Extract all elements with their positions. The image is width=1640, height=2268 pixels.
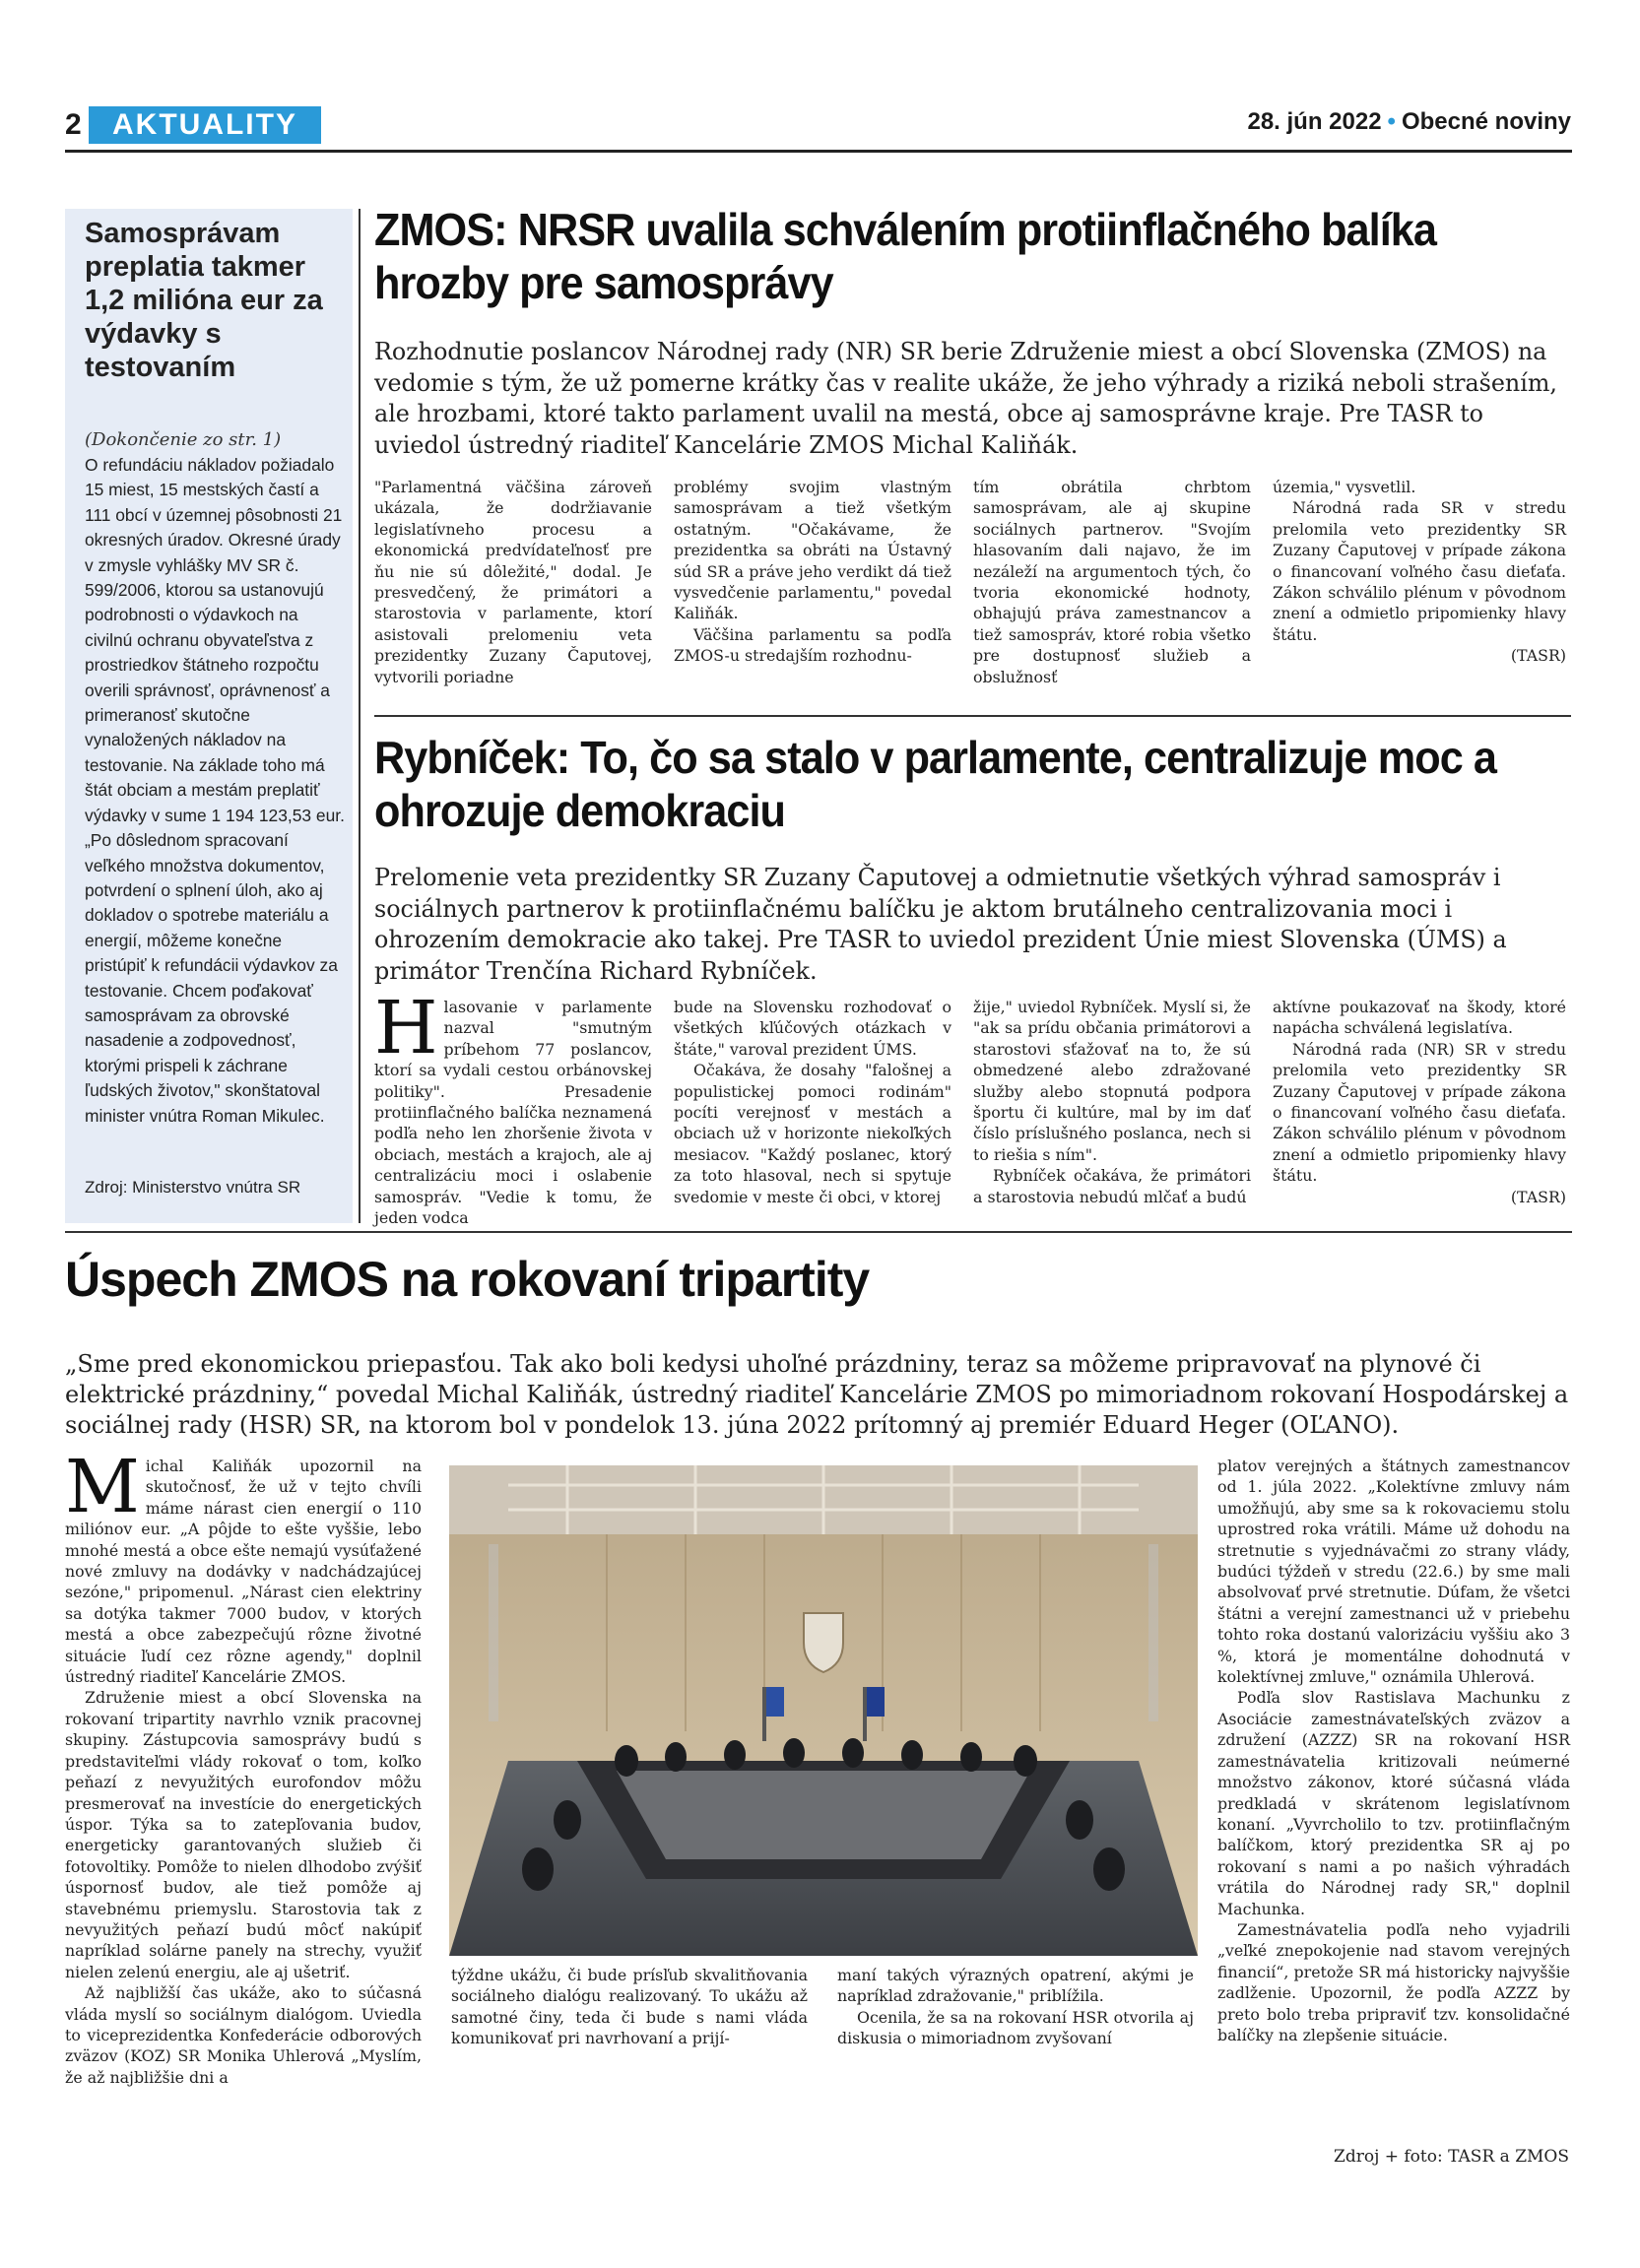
- paragraph: žije," uviedol Rybníček. Myslí si, že "ak sa prídu občania primátorovi a starostovi sťažovať na to, že sú obmedzené alebo zdražované služby alebo stopnutá podpora športu či kultúre, mal by im dať číslo príslušného poslanca, nech si to riešia s ním".: [973, 998, 1251, 1164]
- article2-column-2: [674, 997, 951, 1207]
- meeting-room-illustration: [449, 1465, 1198, 1956]
- sidebar-source: Zdroj: Ministerstvo vnútra SR: [85, 1178, 301, 1197]
- article1-lead: Rozhodnutie poslancov Národnej rady (NR) SR berie Združenie miest a obcí Slovenska (ZMOS) na vedomie s tým, že už pomerne krátky čas v realite ukáže, že jeho výhrady a riziká neboli strašením, ale hrozbami, ktoré takto parlament uvalil na mestá, obce aj samosprávne kraje. Pre TASR to uviedol ústredný riaditeľ Kancelárie ZMOS Michal Kaliňák.: [374, 338, 1557, 459]
- article2-column-4: [1273, 997, 1566, 1207]
- paragraph: maní takých výrazných opatrení, akými je napríklad zdražovanie," priblížila.: [837, 1966, 1194, 2006]
- section-tag: AKTUALITY: [89, 106, 321, 144]
- article2-headline: Rybníček: To, čo sa stalo v parlamente, centralizuje moc a ohrozuje demokraciu: [374, 732, 1497, 836]
- header-divider: [65, 150, 1572, 153]
- paragraph: týždne ukážu, či bude prísľub skvalitňovania sociálneho dialógu realizovaný. To ukážu až samotné činy, teda či bude s nami vláda komunikovať pri navrhovaní a prijí-: [451, 1966, 808, 2048]
- paragraph: platov verejných a štátnych zamestnancov od 1. júla 2022. „Kolektívne zmluvy nám umožňujú, aby sme sa k rokovaciemu stolu uprostred roka vrátili. Máme už dohodu na stretnutie s vyjednávačmi zo strany vlády, budúci týždeň v stredu (22.6.) by sme mali absolvovať prvé stretnutie. Dúfam, že všetci štátni a verejní zamestnanci už v priebehu tohto roka dostanú valorizáciu vyššiu ako 3 %, ktorá je momentálne dohodnutá v kolektívnej zmluve," oznámila Uhlerová.: [1217, 1457, 1570, 1687]
- sidebar-divider: [359, 209, 361, 1223]
- publication-name: Obecné noviny: [1401, 108, 1571, 135]
- article1-headline: ZMOS: NRSR uvalila schválením protiinflačného balíka hrozby pre samosprávy: [374, 204, 1437, 308]
- article3-column-3: [837, 1965, 1194, 2049]
- meeting-photo: [449, 1465, 1198, 1956]
- article3-lead: „Sme pred ekonomickou priepasťou. Tak ako boli kedysi uhoľné prázdniny, teraz sa môžeme pripravovať na plynové či elektrické prázdniny,“ povedal Michal Kaliňák, ústredný riaditeľ Kancelárie ZMOS po mimoriadnom rokovaní Hospodárskej a sociálnej rady (HSR) SR, na ktorom bol v pondelok 13. júna 2022 prítomný aj premiér Eduard Heger (OĽANO).: [65, 1350, 1569, 1439]
- article2-column-1: [374, 986, 652, 1228]
- separator-dot: •: [1387, 108, 1396, 135]
- article3-column-2: [451, 1965, 808, 2049]
- article1-column-4: [1273, 477, 1566, 667]
- paragraph: tím obrátila chrbtom samosprávam, ale aj skupine sociálnych partnerov. "Svojím hlasovaním dali najavo, že im nezáleží na argumentoch tých, čo tvoria ekonomické hodnoty, obhajujú práva zamestnancov a tiež samospráv, ktoré robia všetko pre dostupnosť služieb a obslužnosť: [973, 478, 1251, 686]
- article3-headline: Úspech ZMOS na rokovaní tripartity: [65, 1252, 870, 1307]
- paragraph: bude na Slovensku rozhodovať o všetkých kľúčových otázkach v štáte," varoval prezident ÚMS.: [674, 998, 951, 1059]
- page-number: 2: [65, 108, 82, 141]
- drop-cap: M: [65, 1445, 140, 1529]
- article1-column-1: [374, 477, 652, 687]
- article-divider: [374, 715, 1571, 717]
- paragraph: Národná rada (NR) SR v stredu prelomila veto prezidentky SR Zuzany Čaputovej v prípade zákona o financovaní voľného času dieťaťa. Zákon schválilo plénum v pôvodnom znení a odmietlo pripomienky hlavy štátu.: [1273, 1039, 1566, 1186]
- paragraph: územia," vysvetlil.: [1273, 478, 1416, 496]
- paragraph: Väčšina parlamentu sa podľa ZMOS-u stredajším rozhodnu-: [674, 624, 951, 666]
- article1-column-3: [973, 477, 1251, 687]
- drop-cap: H: [374, 986, 438, 1070]
- sidebar-body: O refundáciu nákladov požiadalo 15 miest, 15 mestských častí a 111 obcí v územnej pôsobnosti 21 okresných úradov. Okresné úrady v zmysle vyhlášky MV SR č. 599/2006, ktorou sa ustanovujú podrobnosti o výdavkoch na civilnú ochranu obyvateľstva z prostriedkov štátneho rozpočtu overili správnosť, oprávnenosť a primeranosť skutočne vynaložených nákladov na testovanie. Na základe toho má štát obciam a mestám preplatiť výdavky v sume 1 194 123,53 eur. „Po dôslednom spracovaní veľkého množstva dokumentov, potvrdení o splnení úloh, ako aj dokladov o spotrebe materiálu a energií, môžeme konečne pristúpiť k refundácii výdavkov za testovanie. Chcem poďakovať samosprávam za obrovské nasadenie a zodpovednosť, ktorými prispeli k záchrane ľudských životov," skonštatoval minister vnútra Roman Mikulec.: [85, 455, 345, 1126]
- paragraph: Očakáva, že dosahy "falošnej a populistickej pomoci rodinám" pocíti verejnosť v mestách a obciach už v horizonte niekoľkých mesiacov. "Každý poslanec, ktorý za toto hlasoval, nech si spytuje svedomie v meste či obci, v ktorej: [674, 1061, 951, 1206]
- article2-lead: Prelomenie veta prezidentky SR Zuzany Čaputovej a odmietnutie všetkých výhrad samospráv i sociálnych partnerov k protiinflačnému balíčku je aktom brutálneho centralizovania moci i ohrozením demokracie ako takej. Pre TASR to uviedol prezident Únie miest Slovenska (ÚMS) a primátor Trenčína Richard Rybníček.: [374, 864, 1507, 985]
- paragraph: "Parlamentná väčšina zároveň ukázala, že dodržiavanie legislatívneho procesu a ekonomická predvídateľnosť pre ňu nie sú dôležité," dodal. Je presvedčený, že primátori a starostovia v parlamente, ktorí asistovali prelomeniu veta prezidentky Zuzany Čaputovej, vytvorili poriadne: [374, 478, 652, 686]
- paragraph: ichal Kaliňák upozornil na skutočnosť, že už v tejto chvíli máme nárast cien energií o 110 miliónov eur. „A pôjde to ešte vyššie, lebo mnohé mestá a obce ešte nemajú vysúťažené nové zmluvy na dodávky v nadchádzajúcej sezóne," pripomenul. „Nárast cien elektriny sa dotýka takmer 7000 budov, v ktorých mestá a obce zabezpečujú rôzne životné situácie ľudí cez rôzne agendy," doplnil ústredný riaditeľ Kancelárie ZMOS.: [65, 1457, 422, 1687]
- paragraph: Zamestnávatelia podľa neho vyjadrili „veľké znepokojenie nad stavom verejných financií“, pretože SR má historicky najvyššie zadlženie. Upozornil, že podľa AZZZ by preto bolo treba pripraviť tzv. konsolidačné balíčky na zlepšenie situácie.: [1217, 1919, 1570, 2044]
- article3-source: Zdroj + foto: TASR a ZMOS: [1334, 2147, 1569, 2167]
- paragraph: Ocenila, že sa na rokovaní HSR otvorila aj diskusia o mimoriadnom zvyšovaní: [837, 2007, 1194, 2048]
- paragraph: Rybníček očakáva, že primátori a starostovia nebudú mlčať a budú: [973, 1166, 1251, 1206]
- article2-column-3: [973, 997, 1251, 1207]
- paragraph: aktívne poukazovať na škody, ktoré napácha schválená legislatíva.: [1273, 998, 1566, 1038]
- article1-source: (TASR): [1510, 646, 1566, 666]
- paragraph: Až najbližší čas ukáže, ako to súčasná vláda myslí so sociálnym dialógom. Uviedla to viceprezidentka Konfederácie odborových zväzov (KOZ) SR Monika Uhlerová „Myslím, že až najbližšie dni a: [65, 1983, 422, 2087]
- sidebar-title: Samosprávam preplatia takmer 1,2 milióna eur za výdavky s testovaním: [85, 218, 323, 383]
- issue-info: [1247, 108, 1571, 136]
- issue-date: 28. jún 2022: [1247, 108, 1382, 135]
- paragraph: Podľa slov Rastislava Machunku z Asociácie zamestnávateľských zväzov a združení (AZZZ) SR na rokovaní HSR zamestnávatelia kritizovali neúmerné množstvo zákonov, ktoré súčasná vláda predkladá v skrátenom legislatívnom konaní. „Vyvrcholilo to tzv. protiinflačným balíčkom, ktorý prezidentka SR aj po rokovaní s nami a po našich výhradách vrátila do Národnej rady SR," doplnil Machunka.: [1217, 1688, 1570, 1918]
- paragraph: problémy svojim vlastným samosprávam a tiež všetkým ostatným. "Očakávame, že prezidentka sa obráti na Ústavný súd SR a práve jeho verdikt dá tiež vysvedčenie parlamentu," povedal Kaliňák.: [674, 478, 951, 623]
- article1-column-2: [674, 477, 951, 667]
- article3-column-4: [1217, 1456, 1570, 2045]
- paragraph: Národná rada SR v stredu prelomila veto prezidentky SR Zuzany Čaputovej v prípade zákona o financovaní voľného času dieťaťa. Zákon schválilo plénum v pôvodnom znení a odmietlo pripomienky hlavy štátu.: [1273, 498, 1566, 644]
- article2-source: (TASR): [1510, 1187, 1566, 1206]
- paragraph: lasovanie v parlamente nazval "smutným príbehom 77 poslancov, ktorí sa vydali cestou orbánovskej politiky". Presadenie protiinflačného balíčka neznamená podľa neho len zhoršenie života v obciach, mestách a krajoch, ale aj centralizáciu moci i oslabenie samospráv. "Vedie k tomu, že jeden vodca: [374, 998, 652, 1228]
- section-divider: [65, 1231, 1572, 1233]
- paragraph: Združenie miest a obcí Slovenska na rokovaní tripartity navrhlo vznik pracovnej skupiny. Zástupcovia samosprávy budú s predstaviteľmi vlády rokovať o tom, koľko peňazí z nevyužitých eurofondov môžu presmerovať na investície do energetických úspor. Týka sa to zatepľovania budov, energeticky garantovaných služieb či fotovoltiky. Pomôže to nielen dlhodobo zvýšiť úspornosť budov, ale tiež pomôže aj stavebnému priemyslu. Starostovia tak z nevyužitých peňazí budú môcť nakúpiť napríklad solárne panely na strechy, využiť nielen zelenú energiu, ale aj ušetriť.: [65, 1688, 422, 1981]
- sidebar-continuation: (Dokončenie zo str. 1): [85, 429, 282, 450]
- article3-column-1: [65, 1445, 422, 2088]
